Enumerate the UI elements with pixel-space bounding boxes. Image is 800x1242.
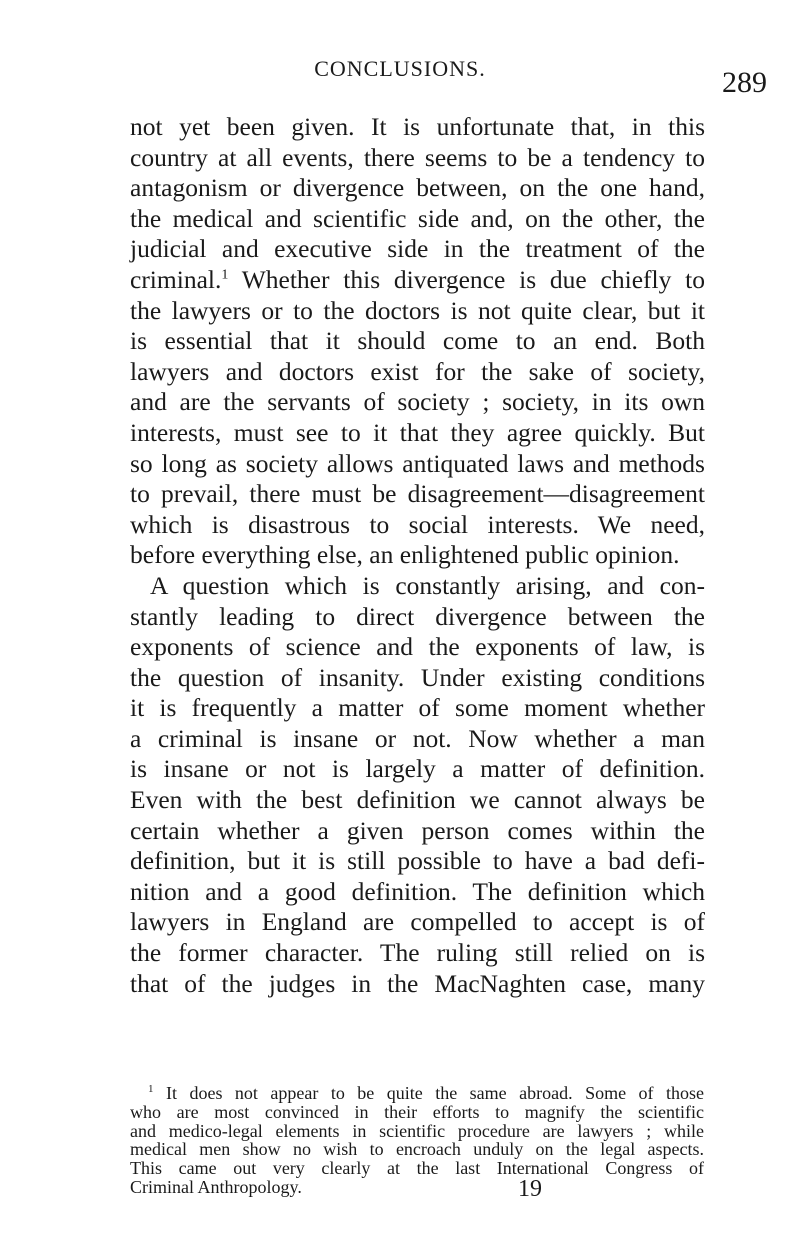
text-line: lawyers in England are compelled to accept is of (130, 907, 705, 937)
text-line: that of the judges in the MacNaghten case, many (130, 968, 705, 998)
footnote-line: medical men show no wish to encroach unduly on the legal aspects. (130, 1139, 704, 1160)
text-line: exponents of science and the exponents of law, is (130, 632, 705, 662)
text-line: is essential that it should come to an end. Both (130, 326, 705, 356)
text-line: interests, must see to it that they agree quickly. But (130, 417, 705, 447)
text-line: country at all events, there seems to be a tendency to (130, 142, 705, 172)
footnote-line (130, 1084, 704, 1103)
text-line: which is disastrous to social interests. We need, (130, 509, 705, 539)
text-fragment: It does not appear to be quite the same abroad. Some of those (165, 1083, 705, 1103)
footnote-line: and medico-legal elements in scientific procedure are lawyers ; while (130, 1120, 704, 1141)
text-line: and are the servants of society ; society, in its own (130, 387, 705, 417)
text-fragment: Whether this divergence is due chiefly to (228, 264, 705, 294)
text-fragment: criminal. (130, 264, 222, 294)
text-line: before everything else, an enlightened public opinion. (130, 540, 680, 570)
footnote-ref[interactable]: 1 (221, 267, 229, 283)
text-line: definition, but it is still possible to have a bad defi- (130, 846, 705, 876)
text-line: the former character. The ruling still relied on is (130, 938, 705, 968)
footnote-line: who are most convinced in their efforts to magnify the scientific (130, 1101, 704, 1122)
text-line: Even with the best definition we cannot always be (130, 785, 705, 815)
text-line: is insane or not is largely a matter of definition. (130, 754, 705, 784)
footnote-marker: 1 (148, 1083, 154, 1095)
signature-mark: 19 (518, 1176, 542, 1202)
text-line: stantly leading to direct divergence between the (130, 601, 705, 631)
text-line: the medical and scientific side and, on the other, the (130, 203, 705, 233)
text-line: lawyers and doctors exist for the sake of society, (130, 356, 705, 386)
text-line-with-footnote-ref (130, 265, 705, 296)
page-number: 289 (722, 66, 767, 99)
text-line: so long as society allows antiquated laws and methods (130, 448, 705, 478)
text-line: A question which is constantly arising, and con- (150, 570, 705, 600)
text-line: nition and a good definition. The definition which (130, 876, 705, 906)
footnote-line: Criminal Anthropology. (130, 1176, 302, 1197)
text-line: a criminal is insane or not. Now whether a man (130, 723, 705, 753)
body-text (130, 112, 705, 999)
footnote (130, 1084, 704, 1197)
footnote-line: This came out very clearly at the last International Congress of (130, 1158, 704, 1179)
running-title: CONCLUSIONS. (314, 56, 486, 81)
text-line: judicial and executive side in the treatment of the (130, 234, 705, 264)
text-line: the lawyers or to the doctors is not quite clear, but it (130, 295, 705, 325)
text-line: not yet been given. It is unfortunate that, in this (130, 112, 705, 141)
text-line: it is frequently a matter of some moment whether (130, 693, 705, 723)
text-line: antagonism or divergence between, on the one hand, (130, 173, 705, 203)
text-line: the question of insanity. Under existing conditions (130, 662, 705, 692)
text-line: certain whether a given person comes within the (130, 815, 705, 845)
text-line: to prevail, there must be disagreement—disagreement (130, 479, 705, 509)
